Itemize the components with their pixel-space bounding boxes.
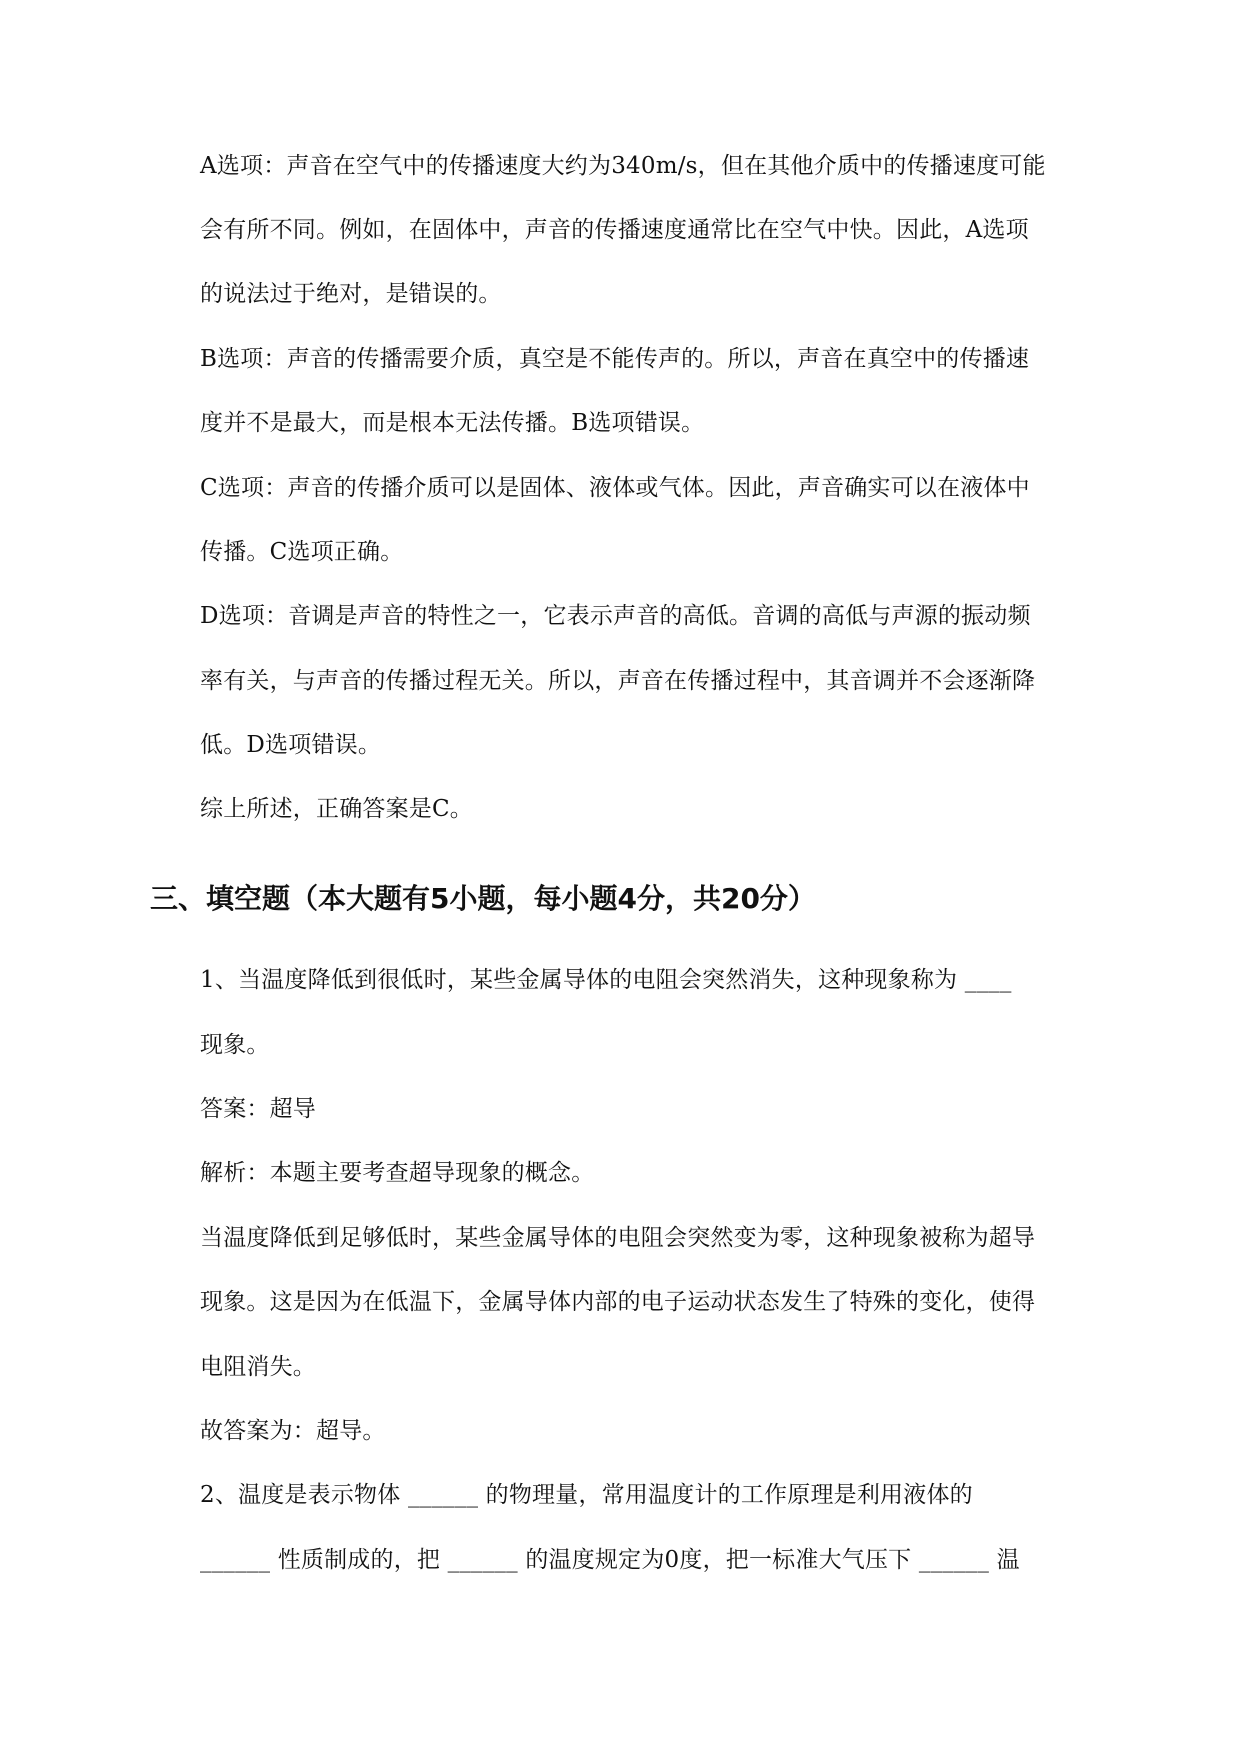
text-line: A选项：声音在空气中的传播速度大约为340m/s，但在其他介质中的传播速度可能	[200, 153, 1046, 179]
text-line: B选项：声音的传播需要介质，真空是不能传声的。所以，声音在真空中的传播速	[200, 346, 1030, 372]
text-line: 度并不是最大，而是根本无法传播。B选项错误。	[200, 410, 705, 436]
question-line: 1、当温度降低到很低时，某些金属导体的电阻会突然消失，这种现象称为 ____	[200, 967, 1012, 993]
text-line: 电阻消失。	[200, 1354, 316, 1380]
text-line: D选项：音调是声音的特性之一，它表示声音的高低。音调的高低与声源的振动频	[200, 603, 1031, 629]
text-line: 综上所述，正确答案是C。	[200, 796, 473, 822]
text-line: 故答案为：超导。	[200, 1418, 386, 1444]
text-line: 的说法过于绝对，是错误的。	[200, 281, 502, 307]
question-line: 现象。	[200, 1032, 270, 1058]
text-line: 当温度降低到足够低时，某些金属导体的电阻会突然变为零，这种现象被称为超导	[200, 1225, 1036, 1251]
analysis-line: 解析：本题主要考查超导现象的概念。	[200, 1160, 595, 1186]
text-line: 现象。这是因为在低温下，金属导体内部的电子运动状态发生了特殊的变化，使得	[200, 1289, 1036, 1315]
text-line: 会有所不同。例如，在固体中，声音的传播速度通常比在空气中快。因此，A选项	[200, 217, 1029, 243]
section-heading: 三、填空题（本大题有5小题，每小题4分，共20分）	[150, 882, 816, 915]
text-line: C选项：声音的传播介质可以是固体、液体或气体。因此，声音确实可以在液体中	[200, 475, 1030, 501]
answer-line: 答案：超导	[200, 1096, 316, 1122]
text-line: 率有关，与声音的传播过程无关。所以，声音在传播过程中，其音调并不会逐渐降	[200, 668, 1036, 694]
text-line: 传播。C选项正确。	[200, 539, 404, 565]
question-line: 2、温度是表示物体 ______ 的物理量，常用温度计的工作原理是利用液体的	[200, 1482, 973, 1508]
text-line: 低。D选项错误。	[200, 732, 382, 758]
question-line: ______ 性质制成的，把 ______ 的温度规定为0度，把一标准大气压下 ______ 温	[200, 1547, 1020, 1573]
